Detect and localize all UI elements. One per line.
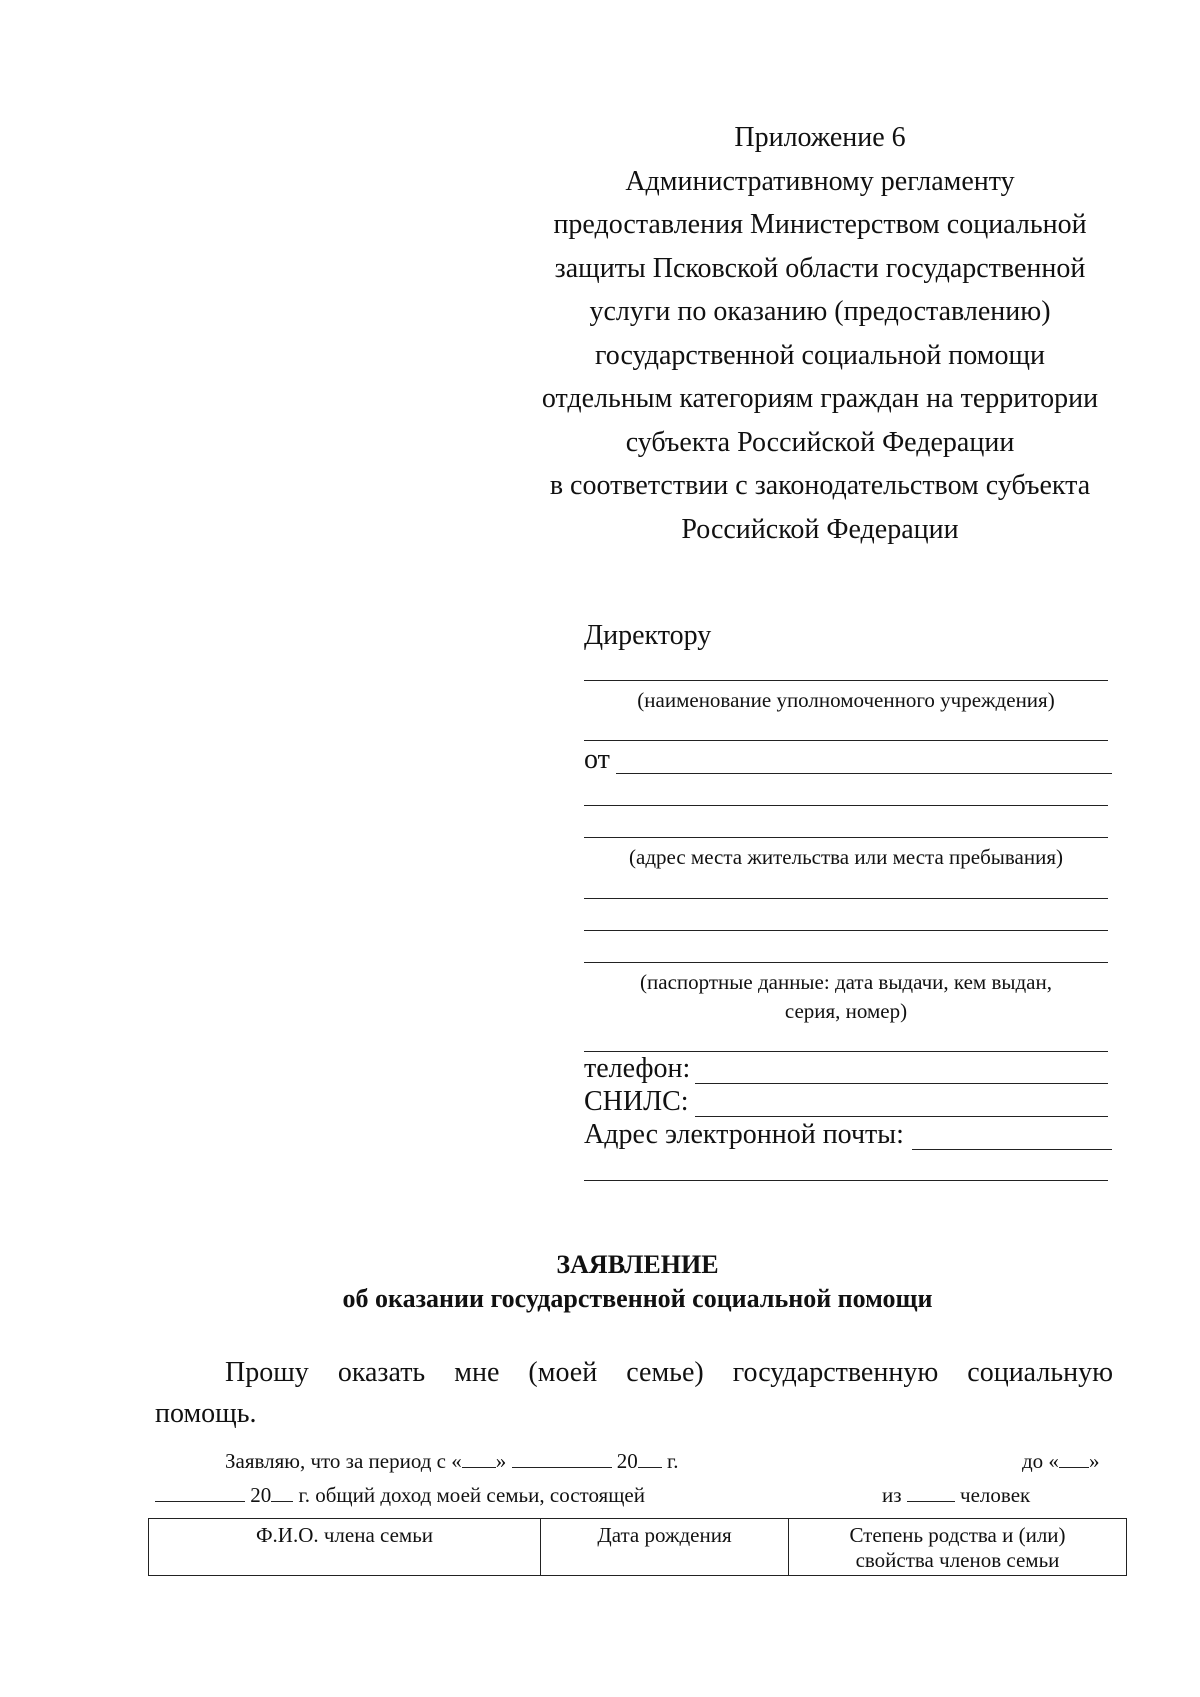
institution-caption: (наименование уполномоченного учреждения) (637, 688, 1055, 712)
appendix-line: в соответствии с законодательством субъекта (549, 470, 1091, 501)
appendix-line: государственной социальной помощи (594, 339, 1046, 371)
header-relationship: Степень родства и (или) свойства членов семьи (789, 1519, 1127, 1576)
phone-field[interactable] (695, 1083, 1108, 1084)
phone-label: телефон: (584, 1053, 691, 1084)
table-header-row (149, 1519, 1127, 1576)
email-field-2[interactable] (584, 1180, 1108, 1181)
period-end-month-field[interactable] (155, 1477, 245, 1502)
appendix-line: защиты Псковской области государственной (554, 252, 1086, 284)
request-line-1: Прошу оказать мне (моей семье) государственную социальную (225, 1357, 1113, 1388)
director-label: Директору (584, 620, 712, 651)
year-suffix: г. (667, 1449, 679, 1473)
family-size-field[interactable] (907, 1477, 955, 1502)
email-label: Адрес электронной почты: (584, 1119, 904, 1150)
year-prefix: 20 (616, 1449, 638, 1473)
appendix-line: услуги по оказанию (предоставлению) (589, 296, 1051, 327)
snils-field[interactable] (695, 1116, 1108, 1117)
document-subtitle: об оказании государственной социальной помощи (342, 1284, 933, 1313)
appendix-line: Административному регламенту (625, 165, 1015, 197)
from-label: от (584, 744, 610, 775)
address-caption: (адрес места жительства или места пребывания) (629, 845, 1063, 869)
appendix-line: Российской Федерации (681, 513, 959, 545)
income-text: г. общий доход моей семьи, состоящей (298, 1483, 645, 1507)
appendix-line: отдельным категориям граждан на территории (541, 383, 1099, 414)
passport-caption-2: серия, номер) (784, 999, 908, 1023)
document-title: ЗАЯВЛЕНИЕ (556, 1250, 719, 1279)
declaration-period (225, 1443, 679, 1474)
period-end-year-field[interactable] (271, 1477, 293, 1502)
quote-close: » (495, 1449, 507, 1473)
period-end-day-field[interactable] (1059, 1443, 1089, 1468)
appendix-line: субъекта Российской Федерации (625, 426, 1015, 458)
period-start-day-field[interactable] (462, 1443, 496, 1468)
address-line-2[interactable] (584, 837, 1108, 838)
passport-line-1[interactable] (584, 898, 1108, 899)
declare-prefix: Заявляю, что за период с « (225, 1449, 462, 1473)
passport-caption-1: (паспортные данные: дата выдачи, кем выдан, (640, 970, 1052, 994)
declaration-income (155, 1477, 645, 1508)
family-table (148, 1518, 1127, 1576)
year-prefix-2: 20 (250, 1483, 272, 1507)
from-count-label: из (882, 1483, 902, 1507)
passport-line-3[interactable] (584, 962, 1108, 963)
address-line-1[interactable] (584, 805, 1108, 806)
persons-label: человек (960, 1483, 1031, 1507)
snils-label: СНИЛС: (584, 1086, 689, 1117)
until-close: » (1088, 1449, 1100, 1473)
institution-line-2[interactable] (584, 740, 1108, 741)
header-full-name: Ф.И.О. члена семьи (149, 1519, 541, 1576)
header-birth-date: Дата рождения (541, 1519, 789, 1576)
appendix-line: предоставления Министерством социальной (553, 209, 1087, 240)
passport-line-4[interactable] (584, 1051, 1108, 1052)
institution-line[interactable] (584, 680, 1108, 681)
from-name-line[interactable] (616, 773, 1112, 774)
declaration-until (1022, 1443, 1099, 1474)
declaration-count (882, 1477, 1030, 1508)
period-start-year-field[interactable] (638, 1443, 662, 1468)
passport-line-2[interactable] (584, 930, 1108, 931)
period-start-month-field[interactable] (512, 1443, 612, 1468)
appendix-line: Приложение 6 (734, 122, 906, 153)
request-line-2: помощь. (155, 1398, 257, 1429)
until-label: до « (1022, 1449, 1059, 1473)
email-field[interactable] (912, 1149, 1112, 1150)
appendix-header (500, 116, 1140, 551)
